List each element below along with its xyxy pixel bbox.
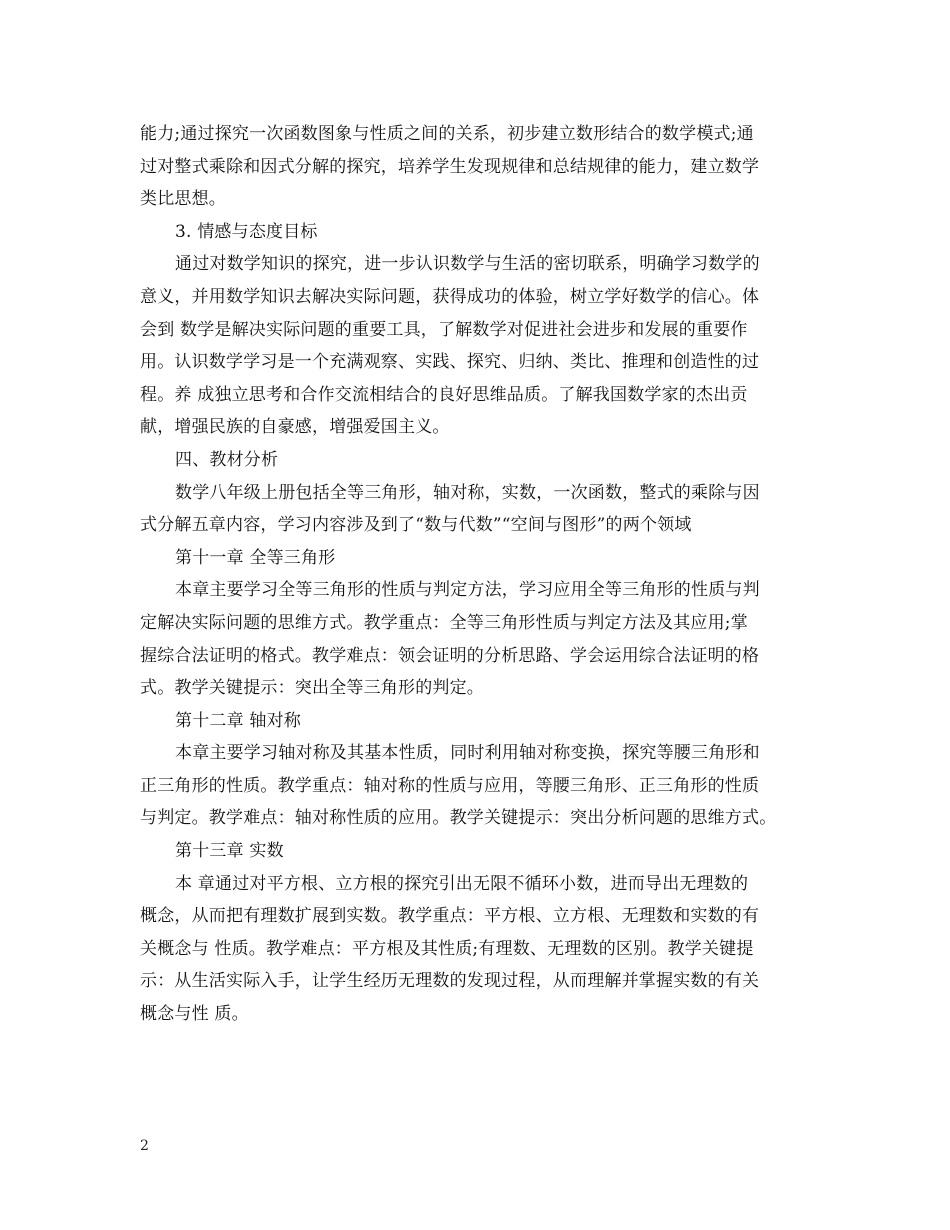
body-line-17: 握综合法证明的格式。教学难点：领会证明的分析思路、学会运用综合法证明的格 xyxy=(140,645,760,666)
body-line-20: 本章主要学习轴对称及其基本性质，同时利用轴对称变换，探究等腰三角形和 xyxy=(175,743,760,764)
body-line-25: 概念，从而把有理数扩展到实数。教学重点：平方根、立方根、无理数和实数的有 xyxy=(140,906,760,927)
section-heading-textbook-analysis: 四、教材分析 xyxy=(175,449,279,470)
body-line-5: 通过对数学知识的探究，进一步认识数学与生活的密切联系，明确学习数学的 xyxy=(175,254,760,275)
body-line-15: 本章主要学习全等三角形的性质与判定方法，学习应用全等三角形的性质与判 xyxy=(175,580,760,601)
body-line-21: 正三角形的性质。教学重点：轴对称的性质与应用，等腰三角形、正三角形的性质 xyxy=(140,775,760,796)
body-line-28: 概念与性 质。 xyxy=(140,1004,249,1025)
chapter-heading-12: 第十二章 轴对称 xyxy=(175,710,302,731)
body-line-16: 定解决实际问题的思维方式。教学重点：全等三角形性质与判定方法及其应用;掌 xyxy=(140,612,748,633)
chapter-heading-13: 第十三章 实数 xyxy=(175,841,284,862)
body-line-7: 会到 数学是解决实际问题的重要工具，了解数学对促进社会进步和发展的重要作 xyxy=(140,319,748,340)
body-line-24: 本 章通过对平方根、立方根的探究引出无限不循环小数，进而导出无理数的 xyxy=(175,873,749,894)
body-line-6: 意义，并用数学知识去解决实际问题，获得成功的体验，树立学好数学的信心。体 xyxy=(140,286,760,307)
body-line-9: 程。养 成独立思考和合作交流相结合的良好思维品质。了解我国数学家的杰出贡 xyxy=(140,384,748,405)
body-line-3: 类比思想。 xyxy=(140,189,226,210)
body-line-2: 过对整式乘除和因式分解的探究，培养学生发现规律和总结规律的能力，建立数学 xyxy=(140,156,760,177)
body-line-10: 献，增强民族的自豪感，增强爱国主义。 xyxy=(140,417,450,438)
document-body xyxy=(140,118,815,1031)
body-line-13: 式分解五章内容，学习内容涉及到了“数与代数”“空间与图形”的两个领域 xyxy=(140,515,692,536)
body-line-26: 关概念与 性质。教学难点：平方根及其性质;有理数、无理数的区别。教学关键提 xyxy=(140,938,754,959)
body-line-18: 式。教学关键提示：突出全等三角形的判定。 xyxy=(140,678,484,699)
page-number: 2 xyxy=(140,1138,149,1154)
body-line-27: 示：从生活实际入手，让学生经历无理数的发现过程，从而理解并掌握实数的有关 xyxy=(140,971,760,992)
body-line-8: 用。认识数学学习是一个充满观察、实践、探究、归纳、类比、推理和创造性的过 xyxy=(140,352,760,373)
chapter-heading-11: 第十一章 全等三角形 xyxy=(175,547,336,568)
body-line-1: 能力;通过探究一次函数图象与性质之间的关系，初步建立数形结合的数学模式;通 xyxy=(140,124,754,144)
body-line-12: 数学八年级上册包括全等三角形，轴对称，实数，一次函数，整式的乘除与因 xyxy=(175,482,760,503)
section-heading-emotion-goals: 3. 情感与态度目标 xyxy=(175,221,318,242)
body-line-22: 与判定。教学难点：轴对称性质的应用。教学关键提示：突出分析问题的思维方式。 xyxy=(140,808,777,829)
